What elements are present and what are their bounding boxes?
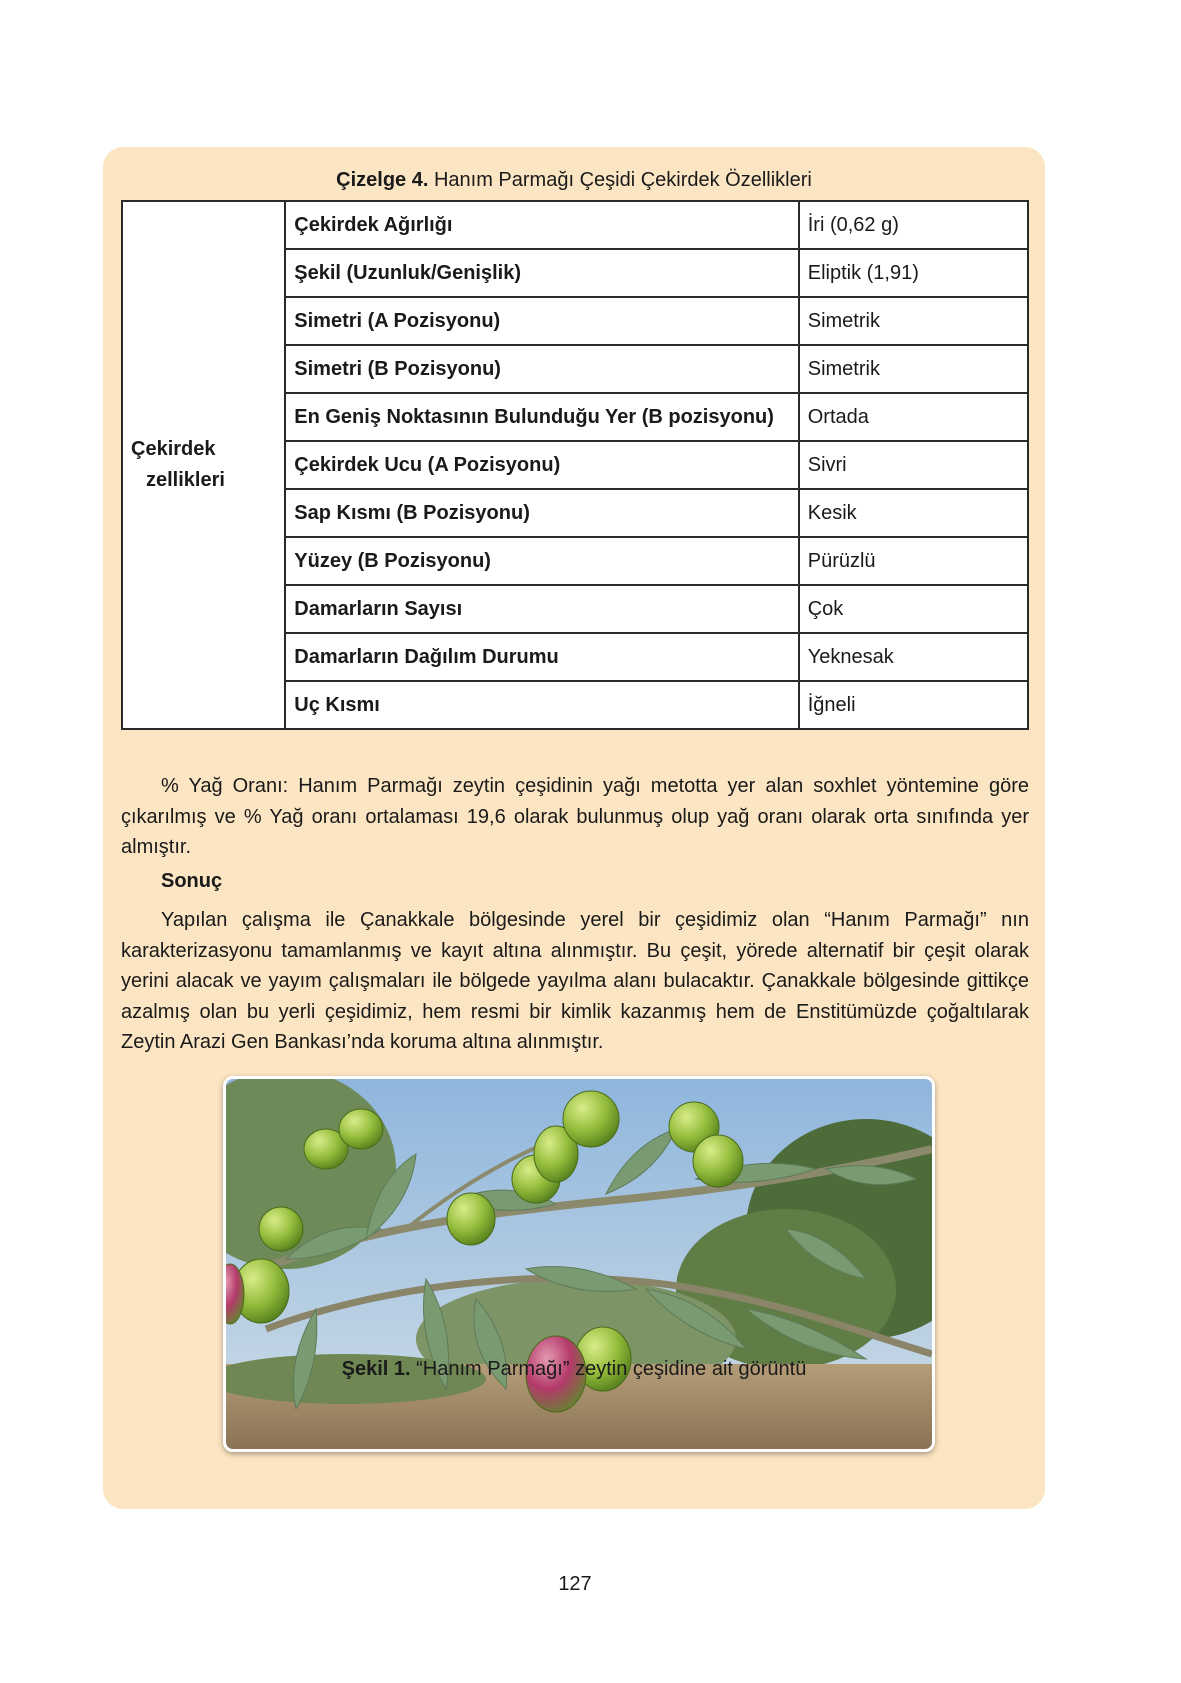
table-caption-text: Hanım Parmağı Çeşidi Çekirdek Özellikleri xyxy=(428,169,812,191)
table-caption xyxy=(103,168,1045,192)
property-cell: Şekil (Uzunluk/Genişlik) xyxy=(285,249,798,297)
table-row xyxy=(122,201,1028,249)
page-number: 127 xyxy=(558,1573,592,1595)
content-panel xyxy=(103,147,1045,1509)
property-cell: Çekirdek Ağırlığı xyxy=(285,201,798,249)
group-label-line1: Çekirdek xyxy=(131,438,216,460)
property-cell: Damarların Sayısı xyxy=(285,585,798,633)
figure-caption-label: Şekil 1. xyxy=(341,1358,411,1380)
value-cell: Kesik xyxy=(799,489,1028,537)
property-cell: Sap Kısmı (B Pozisyonu) xyxy=(285,489,798,537)
value-cell: Pürüzlü xyxy=(799,537,1028,585)
value-cell: İğneli xyxy=(799,681,1028,729)
property-cell: Uç Kısmı xyxy=(285,681,798,729)
table-caption-label: Çizelge 4. xyxy=(336,169,429,191)
property-cell: Damarların Dağılım Durumu xyxy=(285,633,798,681)
olive-branch-illustration xyxy=(226,1079,932,1449)
conclusion-heading: Sonuç xyxy=(161,870,223,892)
kernel-properties-table xyxy=(121,200,1029,730)
value-cell: İri (0,62 g) xyxy=(799,201,1028,249)
value-cell: Simetrik xyxy=(799,345,1028,393)
value-cell: Sivri xyxy=(799,441,1028,489)
value-cell: Yeknesak xyxy=(799,633,1028,681)
conclusion-paragraph: Yapılan çalışma ile Çanakkale bölgesinde yerel bir çeşidimiz olan “Hanım Parmağı” nın karakterizasyonu tamamlanmış ve kayıt altına alınmıştır. Bu çeşit, yörede alternatif bir çeşit olarak yerini alacak ve yayım çalışmaları ile bölgede yayılma alanı bulacaktır. Çanakkale bölgesinde gittikçe azalmış olan bu yerli çeşidimiz, hem resmi bir kimlik kazanmış hem de Enstitümüzde çoğaltılarak Zeytin Arazi Gen Bankası’nda koruma altına alınmıştır. xyxy=(121,909,1029,1053)
group-label-line2: zellikleri xyxy=(146,469,225,491)
oil-ratio-paragraph: % Yağ Oranı: Hanım Parmağı zeytin çeşidinin yağı metotta yer alan soxhlet yöntemine göre çıkarılmış ve % Yağ oranı ortalaması 19,6 olarak bulunmuş olup yağ oranı olarak orta sınıfında yer almıştır. xyxy=(121,775,1029,858)
value-cell: Simetrik xyxy=(799,297,1028,345)
group-label-cell xyxy=(122,201,285,729)
value-cell: Çok xyxy=(799,585,1028,633)
property-cell: Simetri (A Pozisyonu) xyxy=(285,297,798,345)
figure-caption xyxy=(103,1357,1045,1381)
property-cell: Çekirdek Ucu (A Pozisyonu) xyxy=(285,441,798,489)
property-cell: En Geniş Noktasının Bulunduğu Yer (B pozisyonu) xyxy=(285,393,798,441)
value-cell: Eliptik (1,91) xyxy=(799,249,1028,297)
property-cell: Simetri (B Pozisyonu) xyxy=(285,345,798,393)
value-cell: Ortada xyxy=(799,393,1028,441)
olive-branch-photo xyxy=(223,1076,935,1452)
figure-caption-text: “Hanım Parmağı” zeytin çeşidine ait görüntü xyxy=(410,1358,807,1380)
property-cell: Yüzey (B Pozisyonu) xyxy=(285,537,798,585)
